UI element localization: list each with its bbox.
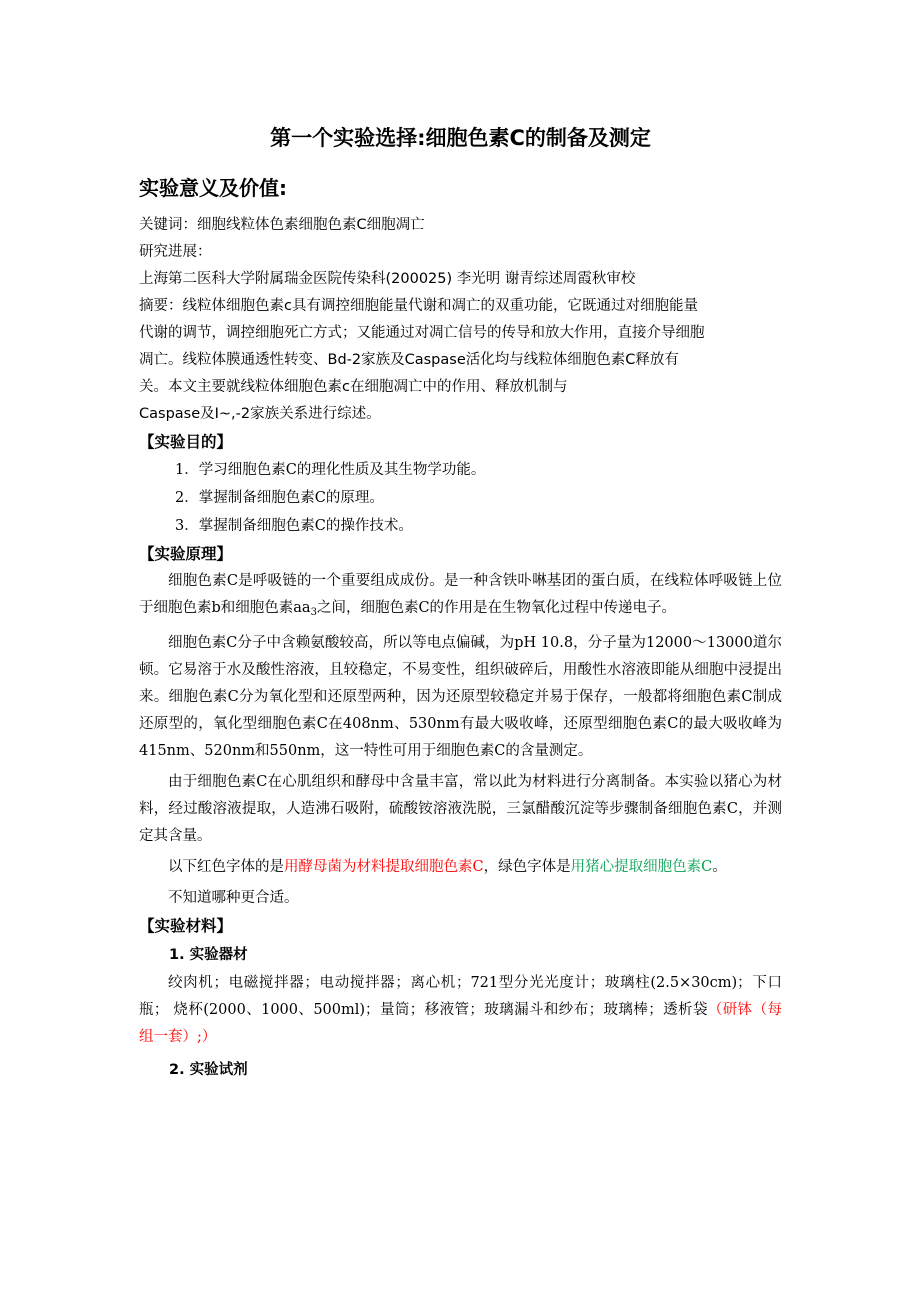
note-green-text: 用猪心提取细胞色素C [570, 859, 713, 875]
principle-paragraph-1 [139, 568, 782, 626]
equipment-heading: 1. 实验器材 [169, 947, 248, 963]
objective-item: 3．掌握制备细胞色素C的操作技术。 [175, 518, 413, 534]
abstract-line: 关。本文主要就线粒体细胞色素c在细胞凋亡中的作用、释放机制与 [139, 379, 568, 395]
page-title: 第一个实验选择:细胞色素C的制备及测定 [270, 126, 651, 150]
objectives-heading: 【实验目的】 [139, 433, 233, 451]
abstract [139, 293, 782, 428]
note-text-a: 以下红色字体的是 [168, 859, 284, 875]
subscript-3: 3 [310, 607, 317, 618]
objective-item: 1．学习细胞色素C的理化性质及其生物学功能。 [175, 462, 486, 478]
color-note-paragraph [139, 854, 782, 881]
keywords-line: 关键词：细胞线粒体色素细胞色素C细胞凋亡 [139, 217, 425, 233]
author-line: 上海第二医科大学附属瑞金医院传染科(200025) 李光明 谢青综述周霞秋审校 [139, 271, 636, 287]
equipment-red-text: （研钵（每组一套）;） [139, 1002, 782, 1045]
uncertain-note: 不知道哪种更合适。 [168, 890, 299, 906]
objective-item: 2．掌握制备细胞色素C的原理。 [175, 490, 384, 506]
equipment-paragraph [139, 970, 782, 1051]
note-text-c: 。 [712, 859, 727, 875]
document-body [139, 122, 782, 1085]
reagents-heading: 2. 实验试剂 [169, 1062, 248, 1078]
abstract-line: 凋亡。线粒体膜通透性转变、Bd-2家族及Caspase活化均与线粒体细胞色素C释放有 [139, 352, 679, 368]
principle-text-b: 之间，细胞色素C的作用是在生物氧化过程中传递电子。 [316, 600, 677, 616]
materials-heading: 【实验材料】 [139, 917, 233, 935]
abstract-line: 摘要：线粒体细胞色素c具有调控细胞能量代谢和凋亡的双重功能，它既通过对细胞能量 [139, 298, 698, 314]
principle-paragraph-3: 由于细胞色素C在心肌组织和酵母中含量丰富，常以此为材料进行分离制备。本实验以猪心为材料，经过酸溶液提取，人造沸石吸附，硫酸铵溶液洗脱，三氯醋酸沉淀等步骤制备细胞色素C，并测定其含量。 [139, 774, 782, 844]
note-text-b: ，绿色字体是 [483, 859, 571, 875]
principle-paragraph-2: 细胞色素C分子中含赖氨酸较高，所以等电点偏碱，为pH 10.8，分子量为12000～13000道尔顿。它易溶于水及酸性溶液，且较稳定，不易变性，组织破碎后，用酸性水溶液即能从细胞中浸提出来。细胞色素C分为氧化型和还原型两种，因为还原型较稳定并易于保存，一般都将细胞色素C制成还原型的，氧化型细胞色素C在408nm、530nm有最大吸收峰，还原型细胞色素C的最大吸收峰为415nm、520nm和550nm，这一特性可用于细胞色素C的含量测定。 [139, 635, 782, 759]
progress-label: 研究进展： [139, 244, 212, 260]
principle-text-a: 细胞色素C是呼吸链的一个重要组成成份。是一种含铁卟啉基团的蛋白质，在线粒体呼吸链上位于细胞色素b和细胞色素aa [139, 573, 782, 616]
significance-heading: 实验意义及价值: [139, 176, 287, 200]
abstract-line: 代谢的调节，调控细胞死亡方式；又能通过对凋亡信号的传导和放大作用，直接介导细胞 [139, 325, 705, 341]
abstract-line: Caspase及I~,-2家族关系进行综述。 [139, 406, 381, 422]
equipment-text: 绞肉机；电磁搅拌器；电动搅拌器；离心机；721型分光光度计；玻璃柱(2.5×30cm)；下口瓶； 烧杯(2000、1000、500ml)；量筒；移液管；玻璃漏斗和纱布；玻璃棒；透析袋 [139, 975, 782, 1018]
note-red-text: 用酵母菌为材料提取细胞色素C [284, 859, 484, 875]
principle-heading: 【实验原理】 [139, 545, 233, 563]
